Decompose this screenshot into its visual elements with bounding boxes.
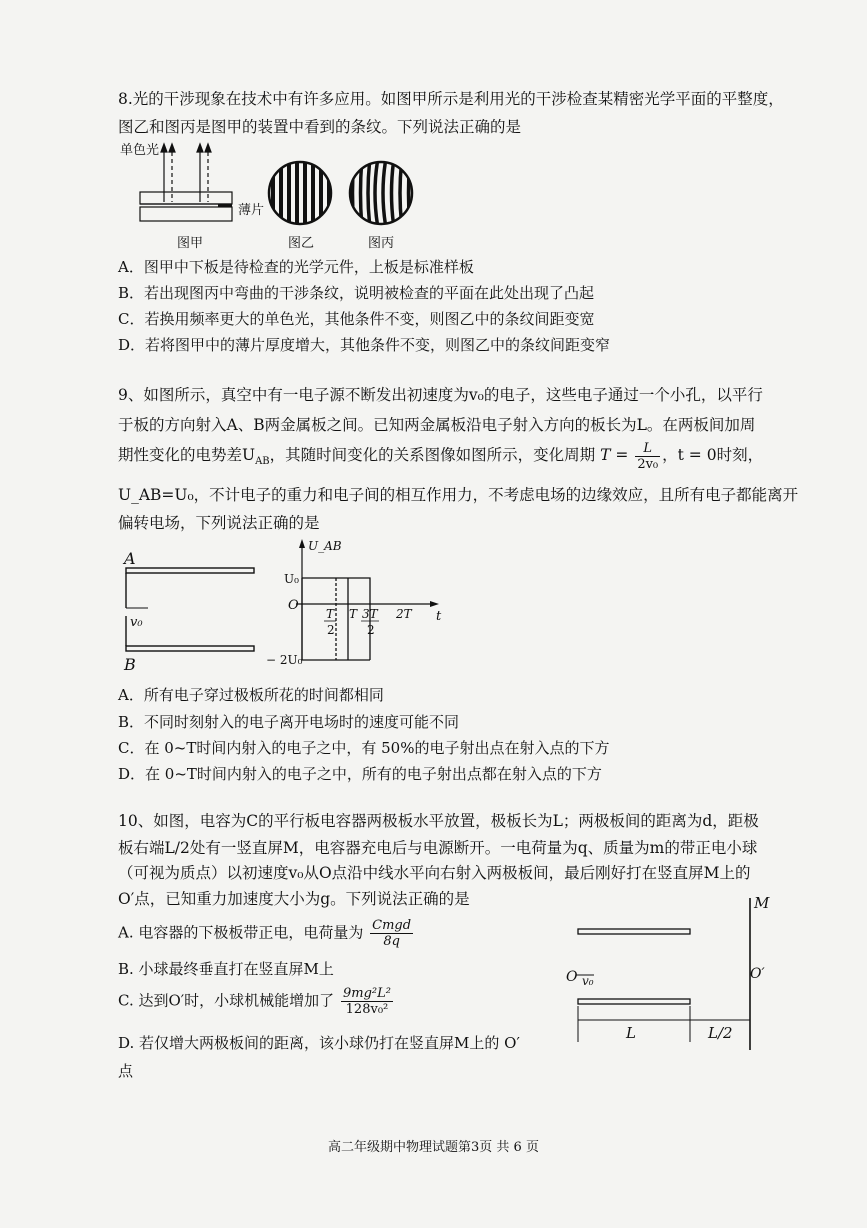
q9-v0-label: v₀ (130, 615, 143, 630)
q9-tick-t2-num: T (326, 607, 335, 621)
q9-stem-line4: U_AB=U₀，不计电子的重力和电子间的相互作用力，不考虑电场的边缘效应，且所有电子都能离开 (118, 486, 799, 504)
page-footer: 高二年级期中物理试题第3页 共 6 页 (328, 1140, 539, 1155)
q9-voltage-graph (266, 536, 456, 666)
q9-option-a[interactable]: A．所有电子穿过极板所花的时间都相同 (118, 686, 384, 704)
q10-stem-line4: O′点，已知重力加速度大小为g。下列说法正确的是 (118, 890, 470, 908)
q10-option-c-num: 9mg²L² (342, 986, 391, 1001)
q9-stem-line5: 偏转电场，下列说法正确的是 (118, 514, 320, 532)
q9-line3-text-b: ，其随时间变化的关系图像如图所示，变化周期 (269, 446, 596, 464)
q8-figure-yi (265, 158, 335, 230)
q8-fig-jia-caption: 图甲 (177, 236, 204, 251)
q9-option-d[interactable]: D．在 0~T时间内射入的电子之中，所有的电子射出点都在射入点的下方 (118, 765, 602, 783)
q10-option-c-den: 128v₀² (345, 1002, 389, 1017)
q8-option-b[interactable]: B．若出现图丙中弯曲的干涉条纹，说明被检查的平面在此处出现了凸起 (118, 284, 595, 302)
q10-point-op-label: O′ (750, 966, 765, 982)
q10-option-d-cont: 点 (118, 1062, 134, 1080)
q9-tick-2t: 2T (396, 607, 412, 621)
q10-length-l-label: L (626, 1024, 636, 1042)
q9-tick-3t2-den: 2 (367, 623, 375, 637)
q9-tick-t: T (349, 607, 358, 621)
q8-fig-bing-caption: 图丙 (368, 236, 395, 251)
q9-period-num: L (635, 441, 660, 457)
q10-option-a[interactable] (118, 918, 415, 949)
q10-v0-label: v₀ (582, 974, 594, 988)
q9-line3-text-c: ，t = 0时刻， (662, 446, 764, 464)
q9-axis-t: t (436, 609, 442, 624)
q10-option-a-num: Cmgd (372, 918, 412, 933)
q8-option-c[interactable]: C．若换用频率更大的单色光，其他条件不变，则图乙中的条纹间距变宽 (118, 310, 595, 328)
q8-stem-line2: 图乙和图丙是图甲的装置中看到的条纹。下列说法正确的是 (118, 118, 522, 136)
q10-point-o-label: O (566, 969, 578, 985)
q9-axis-uab: U_AB (308, 539, 342, 553)
q9-period-eq: T = (600, 446, 629, 464)
q10-option-c-fraction (341, 986, 393, 1017)
q8-stem-line1: 8.光的干涉现象在技术中有许多应用。如图甲所示是利用光的干涉检查某精密光学平面的平整度， (118, 90, 784, 108)
q9-tick-t2-den: 2 (327, 623, 335, 637)
q10-option-c[interactable] (118, 986, 395, 1017)
q9-period-fraction (635, 441, 660, 472)
q8-option-d[interactable]: D．若将图甲中的薄片厚度增大，其他条件不变，则图乙中的条纹间距变窄 (118, 336, 611, 354)
q10-stem-line2: 板右端L/2处有一竖直屏M，电容器充电后与电源断开。一电荷量为q、质量为m的带正电小球 (118, 839, 758, 857)
q10-stem-line1: 10、如图，电容为C的平行板电容器两极板水平放置，极板长为L；两极板间的距离为d，距极 (118, 812, 759, 830)
q10-stem-line3: （可视为质点）以初速度v₀从O点沿中线水平向右射入两极板间，最后刚好打在竖直屏M上的 (118, 864, 751, 882)
q8-fig-yi-caption: 图乙 (288, 236, 315, 251)
q10-option-d[interactable]: D. 若仅增大两极板间的距离，该小球仍打在竖直屏M上的 O′ (118, 1034, 520, 1052)
q9-neg-label: − 2U₀ (266, 653, 303, 667)
q9-stem-line1: 9、如图所示，真空中有一电子源不断发出初速度为v₀的电子，这些电子通过一个小孔，以平行 (118, 386, 763, 404)
q9-u0-label: U₀ (284, 572, 299, 586)
q10-option-a-den: 8q (383, 934, 400, 949)
q8-fig-light-label: 单色光 (120, 143, 160, 158)
q10-option-a-fraction (370, 918, 413, 949)
q8-fig-slice-label: 薄片 (238, 203, 265, 218)
q9-line3-text-a: 期性变化的电势差U (118, 446, 256, 464)
q9-line3-sub: AB (255, 456, 270, 468)
q10-capacitor-figure (560, 892, 775, 1052)
q10-option-b[interactable]: B. 小球最终垂直打在竖直屏M上 (118, 960, 334, 978)
q10-option-c-text: C. 达到O′时，小球机械能增加了 (118, 991, 335, 1010)
q9-plate-b-label: B (124, 655, 136, 674)
q10-screen-m-label: M (754, 894, 770, 912)
q9-tick-3t2-num: 3T (362, 607, 378, 621)
q9-plates-figure (118, 548, 258, 673)
q9-plate-a-label: A (124, 549, 136, 568)
q8-option-a[interactable]: A．图甲中下板是待检查的光学元件，上板是标准样板 (118, 258, 474, 276)
q9-option-b[interactable]: B．不同时刻射入的电子离开电场时的速度可能不同 (118, 713, 460, 731)
q9-period-den: 2v₀ (637, 456, 659, 472)
q8-figure-bing (346, 158, 416, 230)
q9-option-c[interactable]: C．在 0~T时间内射入的电子之中，有 50%的电子射出点在射入点的下方 (118, 739, 610, 757)
q9-stem-line3 (118, 440, 763, 477)
q10-length-l2-label: L/2 (708, 1024, 733, 1042)
q9-stem-line2: 于板的方向射入A、B两金属板之间。已知两金属板沿电子射入方向的板长为L。在两板间加周 (118, 416, 756, 434)
q10-option-a-text: A. 电容器的下极板带正电，电荷量为 (118, 923, 364, 942)
q9-origin-label: O (288, 598, 299, 613)
